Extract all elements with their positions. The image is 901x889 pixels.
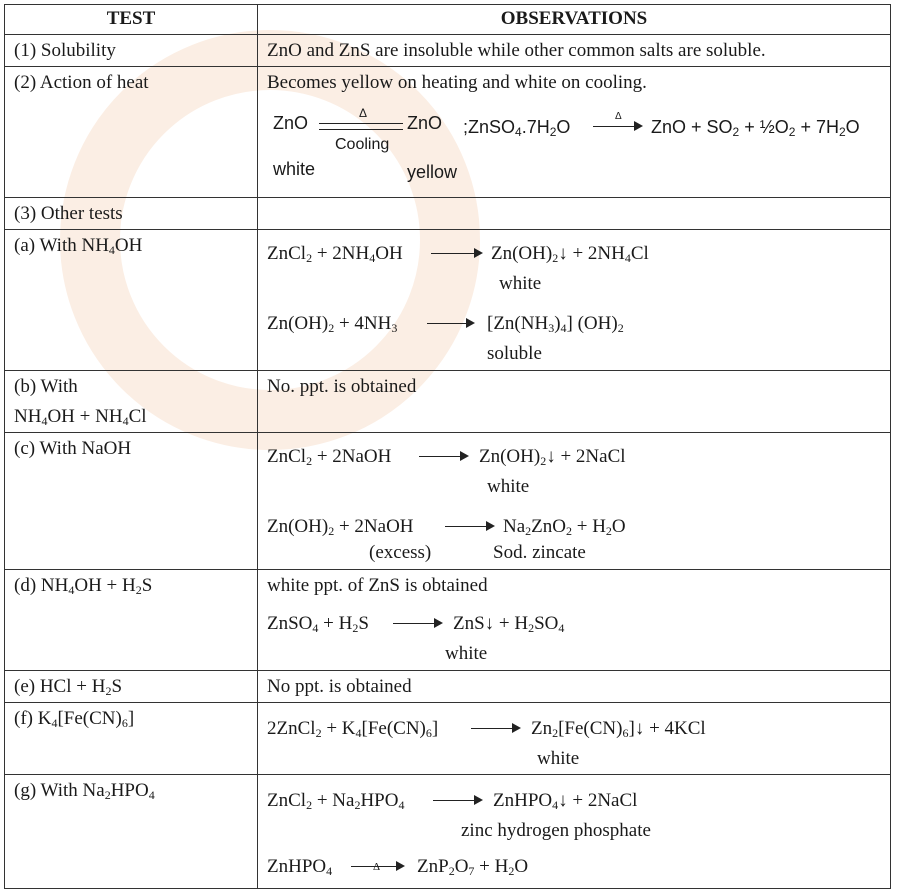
h2s-eq <box>267 612 881 642</box>
naoh-eq1-right: $Zn(OH)_2↓$ + 2NaCl <box>479 446 626 468</box>
nh4oh-eq2-arrow <box>427 323 473 324</box>
heat-eq2-left: $;ZnSO_4.7H_2O$ <box>463 117 571 139</box>
obs-solubility: ZnO and ZnS are insoluble while other common salts are soluble. <box>258 35 891 67</box>
phosphate-eq1-left: ZnCl$_2$ + $Na_2HPO_4$ <box>267 790 405 812</box>
heat-text: Becomes yellow on heating and white on cooling. <box>267 72 647 93</box>
naoh-eq2-left: $Zn(OH)_2$ + 2NaOH <box>267 516 414 538</box>
obs-nh4oh <box>258 230 891 371</box>
naoh-eq1-label-row <box>267 475 881 499</box>
phosphate-eq1-right: ZnHPO$_4$↓ + 2NaCl <box>493 790 638 812</box>
nh4oh-eq1 <box>267 242 881 272</box>
test-ferro: (f) $K_4[Fe(CN)_6]$ <box>5 703 258 775</box>
test-nh4oh: (a) With $NH_4OH$ <box>5 230 258 371</box>
table-row <box>5 570 891 671</box>
phosphate-eq2-left: ZnHPO$_4$ <box>267 856 333 878</box>
heat-label-yellow: yellow <box>407 162 458 182</box>
phosphate-eq1 <box>267 789 881 819</box>
table-row <box>5 35 891 67</box>
phosphate-eq2-right: $ZnP_2O_7 + H_2O$ <box>417 856 529 878</box>
phosphate-eq2 <box>267 855 881 885</box>
obs-heat <box>258 67 891 198</box>
ferro-eq <box>267 717 881 747</box>
naoh-eq2-label-left: (excess) <box>369 542 432 563</box>
table-row <box>5 671 891 703</box>
nh4oh-eq1-arrow <box>431 253 481 254</box>
heat-eq1-delta: Δ <box>359 106 368 120</box>
naoh-eq1-arrow <box>419 456 467 457</box>
nh4oh-eq1-label-row <box>267 272 881 296</box>
heat-label-white: white <box>273 159 316 179</box>
obs-naoh <box>258 433 891 570</box>
obs-other <box>258 198 891 230</box>
nh4oh-eq1-label: white <box>499 273 542 294</box>
ferro-eq-arrow <box>471 728 519 729</box>
test-h2s: (d) $NH_4OH + H_2S$ <box>5 570 258 671</box>
header-observations: OBSERVATIONS <box>258 5 891 35</box>
heat-eq1-cooling: Cooling <box>335 136 390 153</box>
header-row <box>5 5 891 35</box>
h2s-eq-left: ZnSO$_4$ + $H_2S$ <box>267 613 369 635</box>
test-nh4cl-line1: (b) With <box>14 376 78 397</box>
h2s-eq-right: ZnS↓ + $H_2SO_4$ <box>453 613 565 635</box>
obs-h2s <box>258 570 891 671</box>
nh4oh-eq2 <box>267 312 881 342</box>
header-test: TEST <box>5 5 258 35</box>
obs-nh4cl: No. ppt. is obtained <box>258 371 891 433</box>
test-naoh: (c) With NaOH <box>5 433 258 570</box>
test-solubility: (1) Solubility <box>5 35 258 67</box>
nh4oh-eq2-right: $[Zn(NH_3)_4]$ $(OH)_2$ <box>487 313 624 335</box>
naoh-eq2-label-row <box>267 541 881 565</box>
heat-eq2-arrow <box>593 126 641 127</box>
naoh-eq2-arrow <box>445 526 493 527</box>
table-row <box>5 703 891 775</box>
h2s-eq-arrow <box>393 623 441 624</box>
heat-eq2-right: ZnO + $SO_2$ + $\frac{1}{2}O_2 + 7H_2O$ <box>651 117 860 139</box>
test-nh4cl <box>5 371 258 433</box>
ferro-eq-left: 2ZnCl$_2$ + $K_4[Fe(CN)_6]$ <box>267 718 439 740</box>
naoh-eq1-left: ZnCl$_2$ + 2NaOH <box>267 446 392 468</box>
ferro-eq-right: $Zn_2[Fe(CN)_6]↓ + 4KCl$ <box>531 718 706 740</box>
test-other: (3) Other tests <box>5 198 258 230</box>
h2s-eq-label: white <box>445 643 488 664</box>
naoh-eq1-label: white <box>487 476 530 497</box>
heat-eq2-delta: Δ <box>615 111 622 122</box>
phosphate-eq1-label: zinc hydrogen phosphate <box>461 820 651 841</box>
phosphate-eq2-delta: Δ <box>373 861 381 873</box>
ferro-eq-label: white <box>537 748 580 769</box>
nh4oh-eq1-left: ZnCl$_2$ + $2NH_4OH$ <box>267 243 403 265</box>
nh4oh-eq1-right: $Zn(OH)_2↓ + 2NH_4Cl$ <box>491 243 649 265</box>
heat-eq1-left: ZnO <box>273 113 309 133</box>
obs-ferro <box>258 703 891 775</box>
h2s-eq-label-row <box>267 642 881 666</box>
phosphate-eq2-arrow <box>351 866 403 867</box>
test-heat: (2) Action of heat <box>5 67 258 198</box>
naoh-eq2-right: $Na_2ZnO_2 + H_2O$ <box>503 516 626 538</box>
test-nh4cl-line2: $NH_4OH + NH_4Cl$ <box>14 406 147 428</box>
table-row <box>5 371 891 433</box>
table-row <box>5 433 891 570</box>
heat-equations <box>267 95 881 187</box>
nh4oh-eq2-label-row <box>267 342 881 366</box>
heat-eq1-right: ZnO <box>407 113 443 133</box>
naoh-eq1 <box>267 445 881 475</box>
naoh-eq2-label-right: Sod. zincate <box>493 542 586 563</box>
table-row <box>5 230 891 371</box>
test-phosphate: (g) With $Na_2HPO_4$ <box>5 775 258 889</box>
table-row <box>5 198 891 230</box>
heat-reverse-arrow <box>319 129 403 130</box>
obs-phosphate <box>258 775 891 889</box>
heat-forward-arrow <box>319 123 403 124</box>
obs-hcl: No ppt. is obtained <box>258 671 891 703</box>
phosphate-eq1-label-row <box>267 819 881 843</box>
table-row <box>5 67 891 198</box>
nh4oh-eq2-left: $Zn(OH)_2 + 4NH_3$ <box>267 313 398 335</box>
ferro-eq-label-row <box>267 747 881 771</box>
phosphate-eq1-arrow <box>433 800 481 801</box>
h2s-text: white ppt. of ZnS is obtained <box>267 575 488 596</box>
test-hcl: (e) HCl + $H_2S$ <box>5 671 258 703</box>
table-row <box>5 775 891 889</box>
nh4oh-eq2-label: soluble <box>487 343 542 364</box>
zinc-tests-table <box>4 4 891 889</box>
